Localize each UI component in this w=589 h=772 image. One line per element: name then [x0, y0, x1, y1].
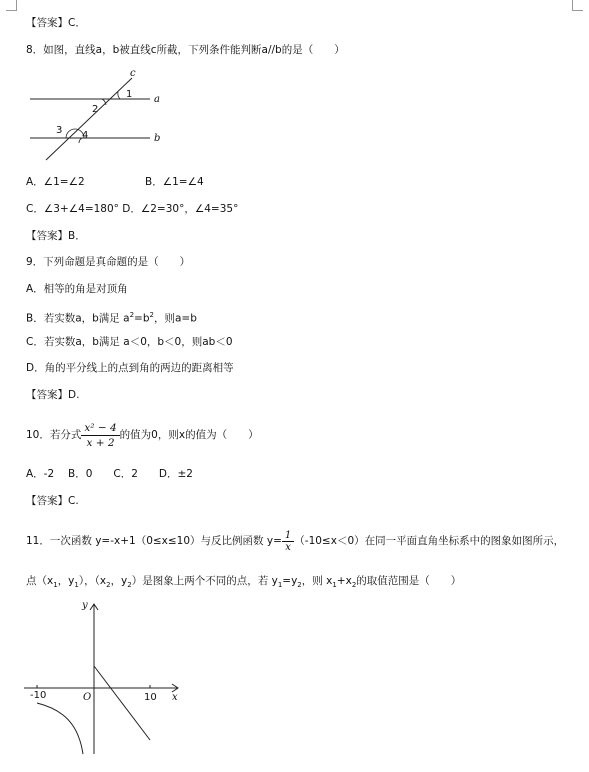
q11-stem-pre: 11．一次函数 y=-x+1（0≤x≤10）与反比例函数 y= [26, 535, 282, 547]
page-corner-mark [6, 0, 17, 11]
q11-graph [22, 598, 187, 758]
q11-line2-part: =y [282, 575, 298, 587]
subscript: 1 [74, 581, 79, 590]
line-c [46, 78, 132, 160]
subscript: 1 [53, 581, 58, 590]
q11-fraction-numerator: 1 [282, 530, 294, 542]
superscript: 2 [149, 311, 154, 319]
q10-fraction-numerator: x² − 4 [81, 421, 119, 436]
q11-line2-part: 的取值范围是（ ） [356, 575, 462, 587]
linear-function-segment [94, 666, 150, 740]
q9-option-b-post: ，则a=b [153, 312, 197, 325]
q10-fraction-denominator: x + 2 [86, 436, 115, 449]
label-a: a [154, 94, 160, 105]
q9-option-b [26, 308, 197, 326]
inverse-function-curve [37, 703, 83, 754]
q10-stem-post: 的值为0，则x的值为（ ） [119, 429, 259, 441]
q11-fraction [282, 530, 294, 553]
q10-options: A．-2 B．0 C．2 D．±2 [26, 468, 193, 480]
q11-line2 [26, 574, 461, 592]
q11-line2-part: ，y [57, 575, 75, 587]
q9-option-b-mid: =b [134, 312, 150, 325]
superscript: 2 [129, 311, 135, 319]
q11-line2-part: 点（x [26, 575, 54, 587]
subscript: 2 [127, 581, 132, 590]
q9-answer: 【答案】D. [26, 389, 80, 401]
tick-label-pos-10: 10 [144, 692, 157, 703]
subscript: 2 [297, 581, 302, 590]
page-corner-mark [572, 0, 583, 11]
q11-line2-part: ，y [110, 575, 128, 587]
q7-answer: 【答案】C． [26, 17, 86, 29]
q10-fraction [81, 421, 119, 450]
label-angle-1: 1 [126, 89, 133, 100]
q8-figure [26, 66, 176, 166]
q8-option-b: B．∠1=∠4 [145, 176, 204, 188]
subscript: 2 [351, 581, 357, 590]
q9-option-c: C．若实数a，b满足 a＜0，b＜0，则ab＜0 [26, 336, 233, 348]
q11-fraction-denominator: x [285, 541, 291, 553]
q8-answer: 【答案】B． [26, 230, 86, 242]
q9-option-b-pre: B．若实数a，b满足 a [26, 312, 130, 325]
tick-label-neg-10: -10 [30, 690, 47, 701]
q11-line2-part: ）是图象上两个不同的点，若 y [131, 575, 278, 587]
label-c: c [130, 68, 136, 79]
subscript: 2 [106, 581, 111, 590]
angle-1-arc [118, 92, 120, 99]
q9-option-a: A．相等的角是对顶角 [26, 283, 128, 295]
label-b: b [154, 133, 161, 144]
y-axis-label: y [82, 600, 88, 611]
q11-stem [26, 527, 564, 555]
label-angle-2: 2 [92, 104, 99, 115]
q11-stem-post: （-10≤x＜0）在同一平面直角坐标系中的图象如图所示， [294, 535, 565, 547]
q9-stem: 9．下列命题是真命题的是（ ） [26, 256, 191, 268]
subscript: 1 [332, 581, 337, 590]
q8-option-cd: C．∠3+∠4=180° D．∠2=30°，∠4=35° [26, 203, 239, 215]
q8-stem: 8．如图，直线a，b被直线c所截，下列条件能判断a//b的是（ ） [26, 44, 345, 56]
q10-answer: 【答案】C. [26, 495, 79, 507]
origin-label: O [83, 692, 92, 703]
q11-line2-part: +x [336, 575, 352, 587]
subscript: 1 [277, 581, 283, 590]
q8-option-a: A．∠1=∠2 [26, 176, 85, 188]
q9-option-d: D．角的平分线上的点到角的两边的距离相等 [26, 362, 234, 374]
label-angle-3: 3 [56, 125, 63, 136]
q11-line2-part: ），（x [78, 575, 107, 587]
q10-stem [26, 419, 259, 451]
q11-line2-part: ，则 x [301, 575, 333, 587]
x-axis-label: x [172, 692, 178, 703]
label-angle-4: 4 [82, 130, 89, 141]
q10-stem-pre: 10．若分式 [26, 429, 82, 441]
